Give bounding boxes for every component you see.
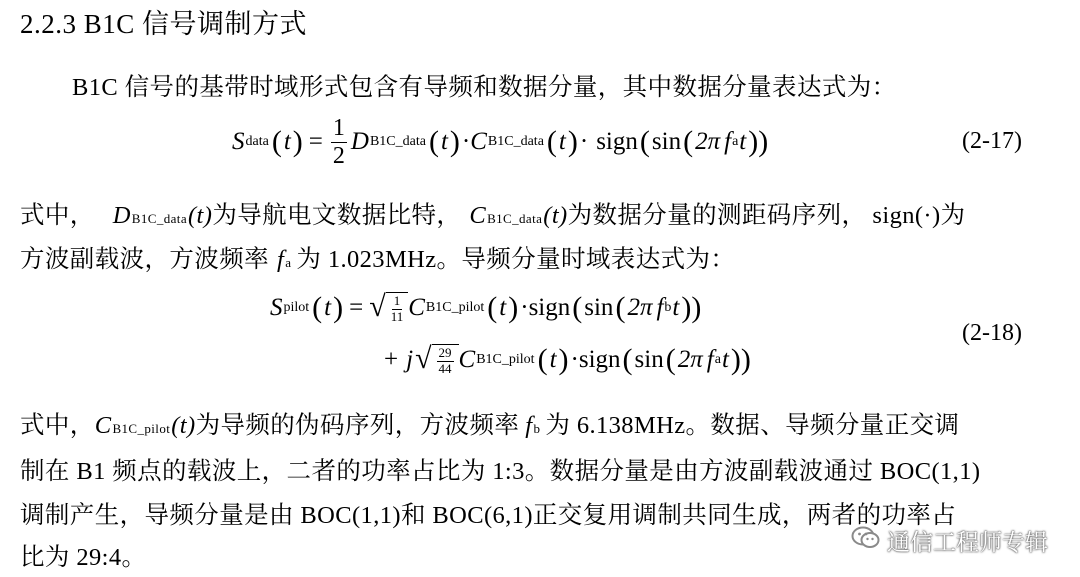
eq18-lhs-symbol: S — [270, 294, 283, 321]
intro-paragraph: B1C 信号的基带时域形式包含有导频和数据分量，其中数据分量表达式为： — [72, 74, 897, 101]
para3-targ: (t) — [171, 412, 196, 439]
equation-number-2-17: (2-17) — [962, 128, 1022, 154]
eq17-f-sub: a — [732, 134, 739, 149]
para2-d-symbol: D — [112, 202, 131, 229]
eq18-frac1 — [391, 294, 404, 324]
para3-c-sub: B1C_pilot — [112, 421, 171, 436]
eq18-fa-sub: a — [714, 352, 721, 367]
paren: ( — [683, 125, 694, 158]
eq17-sign: sign — [596, 128, 638, 155]
eq18-sign: sign — [528, 294, 571, 321]
paren: ) — [449, 125, 460, 158]
eq18-lhs-sub: pilot — [283, 300, 310, 315]
para2-targ: (t) — [188, 202, 213, 229]
eq18-f-symbol2: f — [706, 346, 714, 373]
equation-2-18-line1 — [270, 284, 703, 332]
paren: )) — [748, 125, 769, 158]
paren: )) — [730, 343, 751, 376]
eq17-c-symbol: C — [470, 128, 487, 155]
eq17-fraction — [331, 115, 347, 169]
sqrt-symbol: √ — [415, 342, 432, 376]
eq18-c-sub2: B1C_pilot — [476, 352, 535, 367]
eq17-sin: sin — [651, 128, 682, 155]
eq18-dot: · — [520, 294, 529, 321]
para2-line1 — [20, 196, 965, 231]
eq18-two-pi2: 2π — [677, 346, 703, 373]
para2-targ2: (t) — [543, 202, 568, 229]
para2-line2 — [20, 240, 735, 275]
sqrt-symbol: √ — [369, 290, 386, 324]
eq18-plus: + — [384, 346, 399, 373]
equation-2-18-line2 — [384, 336, 753, 384]
eq17-lhs-symbol: S — [232, 128, 245, 155]
eq17-frac-num: 1 — [332, 115, 345, 142]
paren: ) — [508, 291, 519, 324]
paren: ( — [487, 291, 498, 324]
eq18-equals: = — [349, 294, 364, 321]
eq18-t2: t — [499, 294, 507, 321]
eq17-t: t — [283, 128, 291, 155]
eq18-frac2 — [437, 346, 454, 376]
eq18-dot2: · — [570, 346, 579, 373]
eq18-j: j — [406, 346, 414, 373]
paren: ( — [546, 125, 557, 158]
eq17-t3: t — [558, 128, 566, 155]
watermark — [851, 524, 1048, 557]
eq18-sqrt1 — [369, 292, 408, 324]
eq18-t4: t — [549, 346, 557, 373]
paren: ) — [333, 291, 344, 324]
para3-text-b: 为导频的伪码序列，方波频率 — [195, 412, 520, 439]
paren: ( — [537, 343, 548, 376]
eq18-sqrt1-under — [386, 292, 409, 324]
paren: ( — [312, 291, 323, 324]
para3-c-symbol: C — [94, 412, 112, 439]
paren: ( — [271, 125, 282, 158]
equation-2-17 — [232, 112, 770, 172]
eq18-frac1-den: 11 — [390, 308, 404, 324]
eq17-two-pi: 2π — [695, 128, 721, 155]
eq18-frac2-den: 44 — [438, 360, 452, 376]
eq18-frac2-num: 29 — [438, 345, 452, 361]
eq18-frac1-num: 1 — [393, 293, 401, 309]
eq17-t4: t — [739, 128, 747, 155]
para2-text-e: 方波副载波，方波频率 — [20, 246, 269, 273]
eq17-c-sub: B1C_data — [487, 134, 544, 149]
eq17-f-symbol: f — [724, 128, 732, 155]
para3-line4: 比为 29:4。 — [20, 544, 147, 571]
eq17-dot2: · — [579, 128, 589, 155]
eq18-c-sub: B1C_pilot — [425, 300, 485, 315]
eq17-d-sub: B1C_data — [369, 134, 426, 149]
para2-d-sub: B1C_data — [131, 211, 187, 226]
eq17-frac-den: 2 — [332, 142, 345, 169]
eq18-sign2: sign — [578, 346, 621, 373]
para3-text-c: 为 6.138MHz。数据、导频分量正交调 — [545, 412, 960, 439]
paren: ( — [622, 343, 633, 376]
eq18-sin: sin — [584, 294, 614, 321]
eq18-c-symbol2: C — [458, 346, 476, 373]
wechat-icon — [851, 525, 881, 557]
eq18-c-symbol: C — [408, 294, 425, 321]
para2-c-sub: B1C_data — [487, 211, 543, 226]
paren: ( — [639, 125, 650, 158]
eq17-lhs-sub: data — [245, 134, 269, 149]
paren: ) — [558, 343, 569, 376]
para2-sign-text: sign(·) — [872, 202, 941, 229]
para3-f-symbol: f — [525, 412, 533, 439]
section-heading: 2.2.3 B1C 信号调制方式 — [20, 9, 308, 39]
para2-text-c: 为数据分量的测距码序列， — [567, 202, 867, 229]
para2-text-d: 为 — [940, 202, 966, 229]
eq18-sin2: sin — [634, 346, 664, 373]
para3-f-sub: b — [533, 421, 541, 436]
para2-text-f: 为 1.023MHz。导频分量时域表达式为： — [296, 246, 736, 273]
eq18-sqrt2-under — [432, 344, 459, 376]
eq17-d-symbol: D — [350, 128, 369, 155]
para3-text-a: 式中， — [20, 412, 95, 439]
eq18-t3: t — [672, 294, 680, 321]
watermark-text: 通信工程师专辑 — [887, 529, 1048, 555]
eq18-two-pi: 2π — [627, 294, 653, 321]
paren: ( — [428, 125, 439, 158]
eq17-equals: = — [308, 128, 323, 155]
eq18-fb-sub: b — [664, 300, 672, 315]
paren: ( — [615, 291, 626, 324]
para3-line2: 制在 B1 频点的载波上，二者的功率占比为 1:3。数据分量是由方波副载波通过 BOC(1,1) — [20, 458, 981, 485]
eq18-t: t — [324, 294, 332, 321]
paren: )) — [681, 291, 702, 324]
eq17-t2: t — [440, 128, 448, 155]
paren: ) — [292, 125, 303, 158]
para3-line3: 调制产生，导频分量是由 BOC(1,1)和 BOC(6,1)正交复用调制共同生成，两者的功率占 — [20, 502, 957, 529]
eq18-f-symbol: f — [656, 294, 664, 321]
para2-f-sub: a — [285, 255, 292, 270]
eq18-sqrt2 — [415, 344, 458, 376]
para2-text-b: 为导航电文数据比特， — [212, 202, 462, 229]
para2-c-symbol: C — [469, 202, 487, 229]
paren: ( — [665, 343, 676, 376]
eq17-dot: · — [461, 128, 471, 155]
equation-number-2-18: (2-18) — [962, 320, 1022, 346]
para2-f-symbol: f — [277, 246, 285, 273]
paren: ( — [572, 291, 583, 324]
eq18-t5: t — [721, 346, 729, 373]
paren: ) — [567, 125, 578, 158]
para2-text-a: 式中， — [20, 202, 95, 229]
para3-line1 — [20, 406, 959, 441]
